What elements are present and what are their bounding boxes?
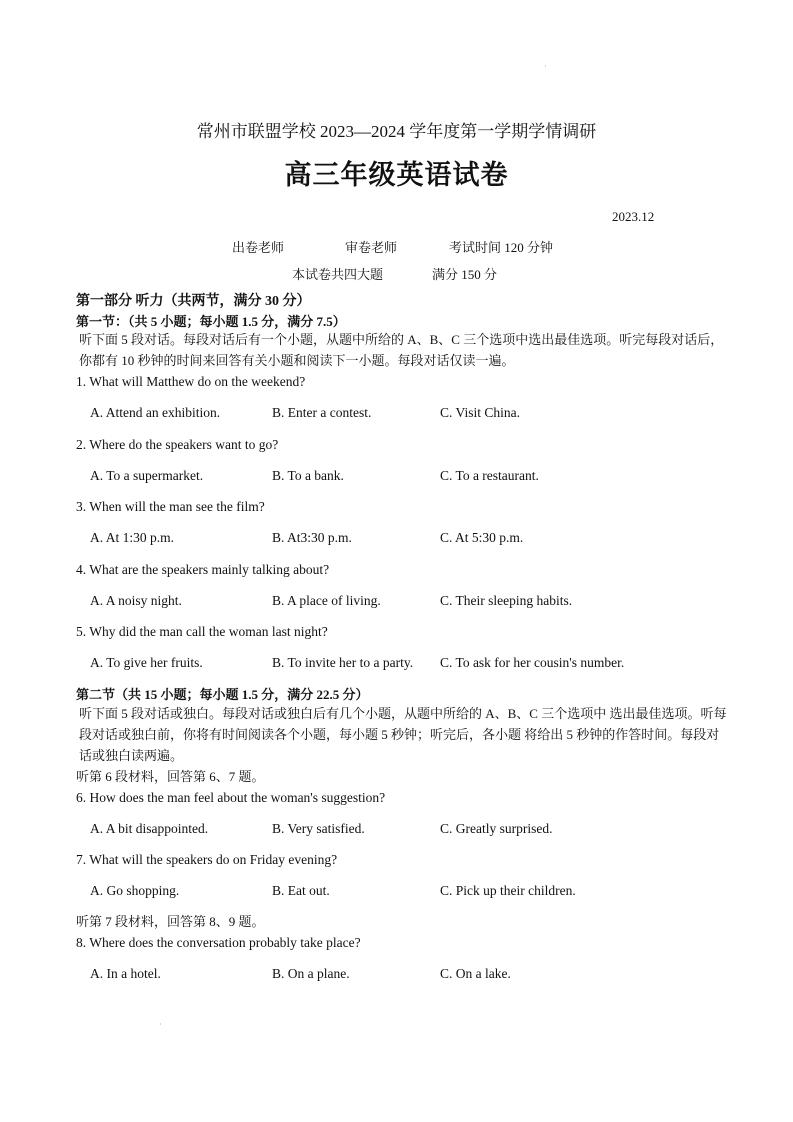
material-7-note: 听第 7 段材料，回答第 8、9 题。 [76, 914, 265, 929]
exam-title: 高三年级英语试卷 [284, 160, 509, 190]
school-title: 常州市联盟学校 2023—2024 学年度第一学期学情调研 [196, 122, 597, 141]
option-a: A. Go shopping. [90, 883, 180, 898]
option-c: C. Their sleeping habits. [440, 593, 573, 608]
question-stem: 8. Where does the conversation probably take place? [76, 935, 361, 950]
option-a: A. At 1:30 p.m. [90, 530, 175, 545]
option-a: A. Attend an exhibition. [90, 405, 221, 420]
option-c: C. To ask for her cousin's number. [440, 655, 625, 670]
option-b: B. At3:30 p.m. [272, 530, 352, 545]
option-a: A. To give her fruits. [90, 655, 203, 670]
question-stem: 5. Why did the man call the woman last night? [76, 624, 328, 639]
option-b: B. To a bank. [272, 468, 344, 483]
option-c: C. Visit China. [440, 405, 520, 420]
full-score-label: 满分 150 分 [432, 267, 498, 282]
material-6-note: 听第 6 段材料，回答第 6、7 题。 [76, 769, 265, 784]
structure-label: 本试卷共四大题 [292, 267, 384, 282]
section2-instruction: 听下面 5 段对话或独白。每段对话或独白后有几个小题，从题中所给的 A、B、C 三个选项中 选出最佳选项。听每段对话或独白前，你将有时间阅读各个小题，每小题 5 秒钟；听完后，各小题 将给出 5 秒钟的作答时间。每段对话或独白读两遍。 [79, 706, 727, 763]
scan-speck: · [544, 62, 547, 71]
option-c: C. To a restaurant. [440, 468, 539, 483]
option-b: B. Eat out. [272, 883, 330, 898]
option-c: C. Greatly surprised. [440, 821, 553, 836]
section1-instruction: 听下面 5 段对话。每段对话后有一个小题，从题中所给的 A、B、C 三个选项中选出最佳选项。听完每段对话后，你都有 10 秒钟的时间来回答有关小题和阅读下一小题。每段对话仅读一遍。 [79, 332, 724, 368]
section1-title: 第一节：（共 5 小题；每小题 1.5 分，满分 7.5） [76, 314, 346, 329]
option-c: C. Pick up their children. [440, 883, 576, 898]
option-b: B. Enter a contest. [272, 405, 372, 420]
option-c: C. At 5:30 p.m. [440, 530, 524, 545]
option-c: C. On a lake. [440, 966, 511, 981]
option-b: B. A place of living. [272, 593, 381, 608]
part1-title: 第一部分 听力（共两节，满分 30 分） [76, 294, 311, 309]
option-a: A. To a supermarket. [90, 468, 204, 483]
question-stem: 4. What are the speakers mainly talking about? [76, 562, 330, 577]
reviewer-label: 审卷老师 [345, 240, 398, 255]
option-b: B. On a plane. [272, 966, 350, 981]
question-stem: 1. What will Matthew do on the weekend? [76, 374, 306, 389]
option-b: B. Very satisfied. [272, 821, 365, 836]
scan-speck: · [159, 1020, 162, 1029]
question-stem: 3. When will the man see the film? [76, 499, 265, 514]
question-stem: 7. What will the speakers do on Friday evening? [76, 852, 338, 867]
duration-label: 考试时间 120 分钟 [449, 240, 554, 255]
option-a: A. A noisy night. [90, 593, 182, 608]
option-a: A. In a hotel. [90, 966, 161, 981]
section2-title: 第二节（共 15 小题；每小题 1.5 分，满分 22.5 分） [76, 687, 369, 702]
exam-date: 2023.12 [612, 209, 655, 224]
option-a: A. A bit disappointed. [90, 821, 209, 836]
question-stem: 2. Where do the speakers want to go? [76, 437, 279, 452]
question-stem: 6. How does the man feel about the woman's suggestion? [76, 790, 386, 805]
option-b: B. To invite her to a party. [272, 655, 414, 670]
setter-label: 出卷老师 [232, 240, 285, 255]
